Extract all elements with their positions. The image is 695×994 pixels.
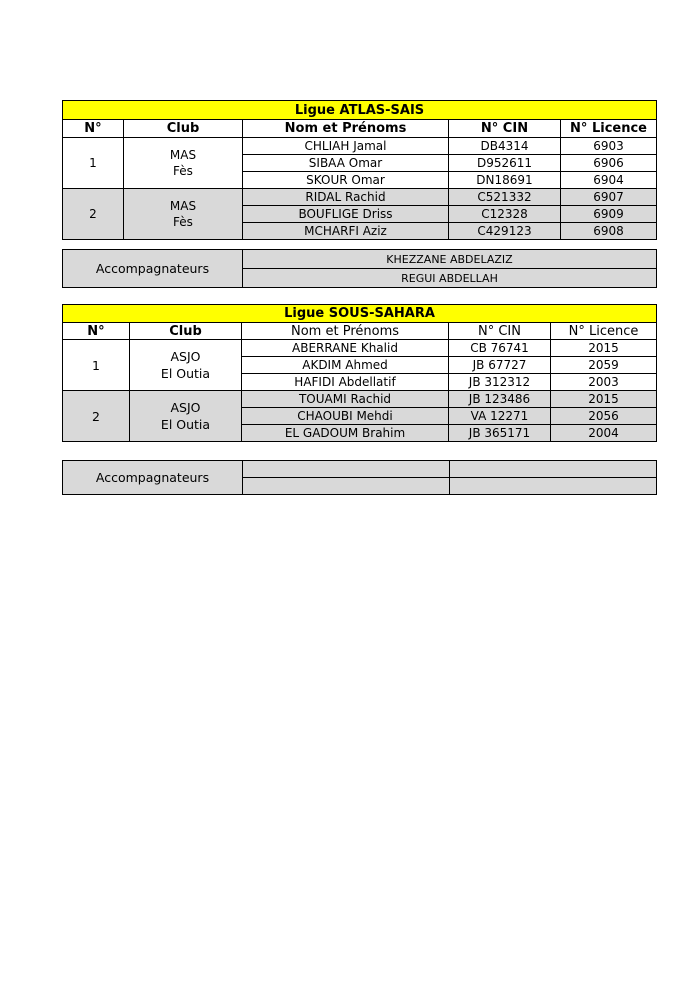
team-num: 2: [63, 391, 130, 442]
player-cin: JB 312312: [449, 374, 551, 391]
accompagnateurs-label: Accompagnateurs: [63, 250, 243, 288]
ligue-atlas-sais-table: [62, 100, 657, 240]
player-licence: 2059: [551, 357, 657, 374]
player-nom: AKDIM Ahmed: [242, 357, 449, 374]
player-cin: C521332: [449, 189, 561, 206]
header-licence: N° Licence: [561, 120, 657, 138]
player-licence: 2056: [551, 408, 657, 425]
player-cin: JB 123486: [449, 391, 551, 408]
header-num: N°: [63, 120, 124, 138]
accompagnateur-name: [243, 461, 450, 478]
player-licence: 6908: [561, 223, 657, 240]
ligue-title: Ligue ATLAS-SAIS: [63, 101, 657, 120]
club-name: MAS: [169, 148, 197, 162]
team-club: [130, 340, 242, 391]
player-cin: DN18691: [449, 172, 561, 189]
player-cin: CB 76741: [449, 340, 551, 357]
team-num: 2: [63, 189, 124, 240]
player-nom: SIBAA Omar: [243, 155, 449, 172]
player-cin: C12328: [449, 206, 561, 223]
table-row: [63, 340, 657, 357]
player-nom: CHLIAH Jamal: [243, 138, 449, 155]
header-licence: N° Licence: [551, 323, 657, 340]
player-nom: CHAOUBI Mehdi: [242, 408, 449, 425]
accompagnateur-cell: [450, 461, 657, 478]
header-cin: N° CIN: [449, 323, 551, 340]
table-row: [63, 189, 657, 206]
club-city: Fès: [173, 164, 193, 178]
header-nom: Nom et Prénoms: [243, 120, 449, 138]
header-num: N°: [63, 323, 130, 340]
accompagnateur-name: [243, 478, 450, 495]
team-num: 1: [63, 138, 124, 189]
player-cin: JB 365171: [449, 425, 551, 442]
club-name: ASJO: [170, 400, 201, 415]
accompagnateurs-label: Accompagnateurs: [63, 461, 243, 495]
team-club: [130, 391, 242, 442]
player-licence: 6903: [561, 138, 657, 155]
player-licence: 6904: [561, 172, 657, 189]
header-nom: Nom et Prénoms: [242, 323, 449, 340]
player-nom: HAFIDI Abdellatif: [242, 374, 449, 391]
player-licence: 6906: [561, 155, 657, 172]
player-cin: D952611: [449, 155, 561, 172]
player-nom: RIDAL Rachid: [243, 189, 449, 206]
club-name: ASJO: [170, 349, 201, 364]
header-cin: N° CIN: [449, 120, 561, 138]
ligue-title: Ligue SOUS-SAHARA: [63, 305, 657, 323]
club-city: El Outia: [160, 417, 211, 432]
team-num: 1: [63, 340, 130, 391]
player-nom: TOUAMI Rachid: [242, 391, 449, 408]
accompagnateur-name: REGUI ABDELLAH: [243, 269, 657, 288]
club-name: MAS: [169, 199, 197, 213]
player-licence: 2015: [551, 391, 657, 408]
team-club: [124, 138, 243, 189]
header-club: Club: [124, 120, 243, 138]
player-licence: 6909: [561, 206, 657, 223]
player-licence: 2015: [551, 340, 657, 357]
team-club: [124, 189, 243, 240]
player-nom: ABERRANE Khalid: [242, 340, 449, 357]
player-cin: JB 67727: [449, 357, 551, 374]
accompagnateur-name: KHEZZANE ABDELAZIZ: [243, 250, 657, 269]
player-licence: 2003: [551, 374, 657, 391]
player-cin: VA 12271: [449, 408, 551, 425]
player-nom: SKOUR Omar: [243, 172, 449, 189]
club-city: Fès: [173, 215, 193, 229]
header-club: Club: [130, 323, 242, 340]
player-licence: 2004: [551, 425, 657, 442]
player-cin: C429123: [449, 223, 561, 240]
table-row: [63, 138, 657, 155]
player-nom: EL GADOUM Brahim: [242, 425, 449, 442]
player-nom: BOUFLIGE Driss: [243, 206, 449, 223]
club-city: El Outia: [160, 366, 211, 381]
player-licence: 6907: [561, 189, 657, 206]
player-cin: DB4314: [449, 138, 561, 155]
accompagnateur-cell: [450, 478, 657, 495]
player-nom: MCHARFI Aziz: [243, 223, 449, 240]
ligue-sous-sahara-table: [62, 304, 657, 442]
table-row: [63, 391, 657, 408]
accompagnateurs-table: [62, 460, 657, 495]
accompagnateurs-table: [62, 249, 657, 288]
